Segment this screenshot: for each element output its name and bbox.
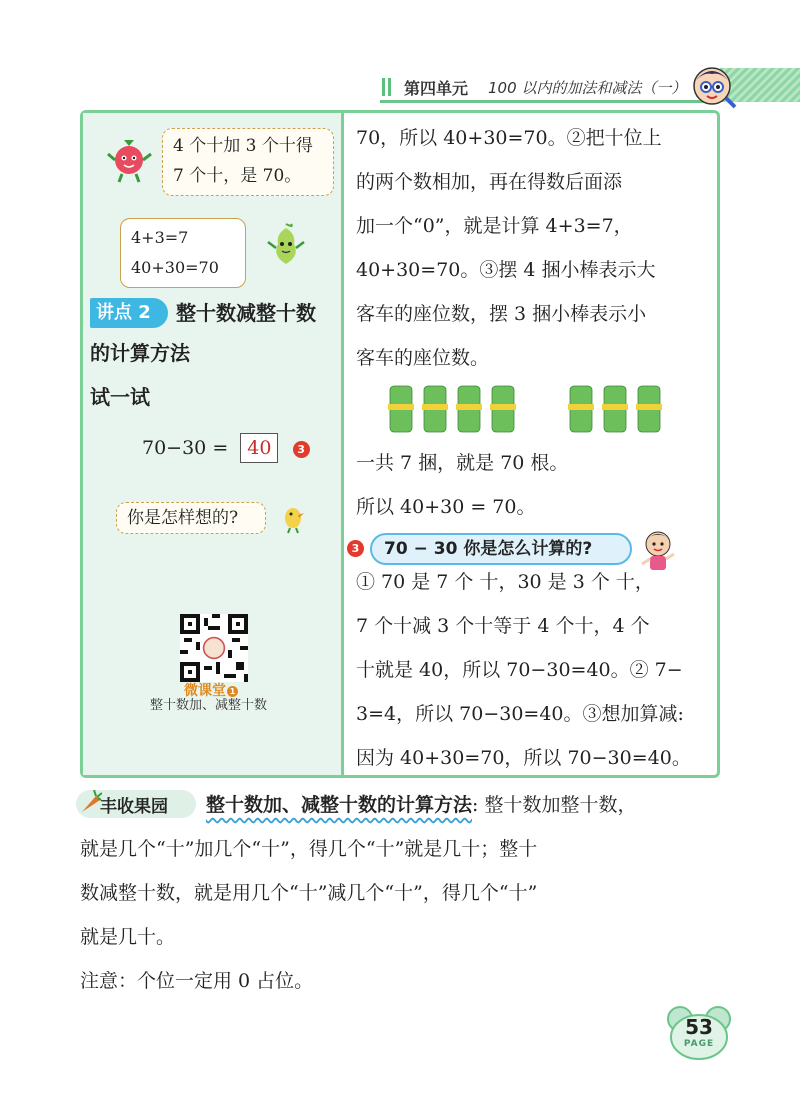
strawberry-character-icon bbox=[104, 138, 154, 184]
bundles-total-line: 一共 7 捆，就是 70 根。 bbox=[356, 452, 569, 474]
qr-caption: 整十数加、减整十数 bbox=[150, 698, 268, 713]
summary-line-1-rest: : 整十数加整十数， bbox=[472, 794, 637, 816]
page-label: PAGE bbox=[683, 1039, 715, 1049]
right-line-5: 客车的座位数，摆 3 捆小棒表示小 bbox=[356, 303, 647, 325]
bubble-2-line-1: 4+3=7 bbox=[131, 228, 189, 247]
micro-class-number: 1 bbox=[227, 686, 238, 697]
keypoint-title-line-1: 整十数减整十数 bbox=[176, 301, 316, 325]
bubble-2-line-2: 40+30=70 bbox=[131, 258, 219, 277]
right-line-6: 客车的座位数。 bbox=[356, 347, 490, 369]
harvest-label: 丰收果园 bbox=[100, 797, 168, 817]
question-pill: 70 − 30 你是怎么计算的? bbox=[370, 533, 632, 565]
stick-bundles-four bbox=[384, 378, 534, 436]
bubble-1-line-2: 7 个十，是 70。 bbox=[173, 166, 302, 186]
summary-line-1 bbox=[206, 790, 726, 817]
answer-line-5: 因为 40+30=70，所以 70−30=40。 bbox=[356, 747, 691, 769]
page-number: 53 bbox=[685, 1015, 713, 1039]
summary-note: 注意：个位一定用 0 占位。 bbox=[80, 970, 314, 992]
right-line-1: 70，所以 40+30=70。②把十位上 bbox=[356, 127, 662, 149]
right-line-2: 的两个数相加，再在得数后面添 bbox=[356, 171, 623, 193]
answer-line-4: 3=4，所以 70−30=40。③想加算减: bbox=[356, 703, 684, 725]
summary-line-3: 数减整十数，就是用几个“十”减几个“十”，得几个“十” bbox=[80, 882, 538, 904]
speech-bubble-2 bbox=[120, 218, 246, 288]
keypoint-badge: 讲点 2 bbox=[90, 298, 168, 328]
right-explanation-top bbox=[356, 116, 716, 380]
summary-line-2: 就是几个“十”加几个“十”，得几个“十”就是几十；整十 bbox=[80, 838, 538, 860]
practice-equation bbox=[142, 432, 310, 464]
bundles-conclusion-line: 所以 40+30 = 70。 bbox=[356, 496, 536, 518]
chick-character-icon bbox=[278, 500, 308, 534]
right-explanation-bottom bbox=[356, 560, 720, 780]
keypoint-title-line-2: 的计算方法 bbox=[90, 341, 190, 365]
unit-title: 第四单元 bbox=[404, 79, 469, 98]
mascot-magnifier-icon bbox=[690, 64, 738, 110]
speech-bubble-1 bbox=[162, 128, 334, 196]
pear-character-icon bbox=[264, 220, 308, 270]
page-number-badge bbox=[664, 1005, 734, 1065]
question-bubble-text: 你是怎样想的? bbox=[127, 508, 239, 528]
header-rule bbox=[380, 100, 720, 103]
bubble-1-line-1: 4 个十加 3 个十得 bbox=[173, 136, 313, 156]
try-it-heading: 试一试 bbox=[90, 385, 150, 409]
summary-line-4: 就是几十。 bbox=[80, 926, 176, 948]
question-marker-icon: 3 bbox=[347, 540, 364, 557]
answer-line-2: 7 个十减 3 个十等于 4 个十，4 个 bbox=[356, 615, 650, 637]
answer-line-3: 十就是 40，所以 70−30=40。② 7− bbox=[356, 659, 683, 681]
right-line-4: 40+30=70。③摆 4 捆小棒表示大 bbox=[356, 259, 656, 281]
answer-line-1: ① 70 是 7 个 十，30 是 3 个 十， bbox=[356, 571, 654, 593]
unit-subtitle: 100 以内的加法和减法（一） bbox=[488, 79, 687, 97]
carrot-icon bbox=[78, 790, 102, 816]
question-bubble bbox=[116, 502, 266, 534]
step-marker-icon: 3 bbox=[293, 441, 310, 458]
column-divider bbox=[341, 113, 344, 775]
qr-code-icon[interactable] bbox=[180, 614, 248, 682]
header-bars-icon bbox=[382, 78, 396, 96]
stick-bundles-three bbox=[566, 378, 676, 436]
micro-class-text: 微课堂 bbox=[184, 683, 226, 699]
equation-left-side: 70−30 = bbox=[142, 437, 229, 459]
right-line-3: 加一个“0”，就是计算 4+3=7， bbox=[356, 215, 633, 237]
equation-answer-box: 40 bbox=[240, 433, 278, 463]
summary-key-phrase: 整十数加、减整十数的计算方法 bbox=[206, 794, 473, 816]
